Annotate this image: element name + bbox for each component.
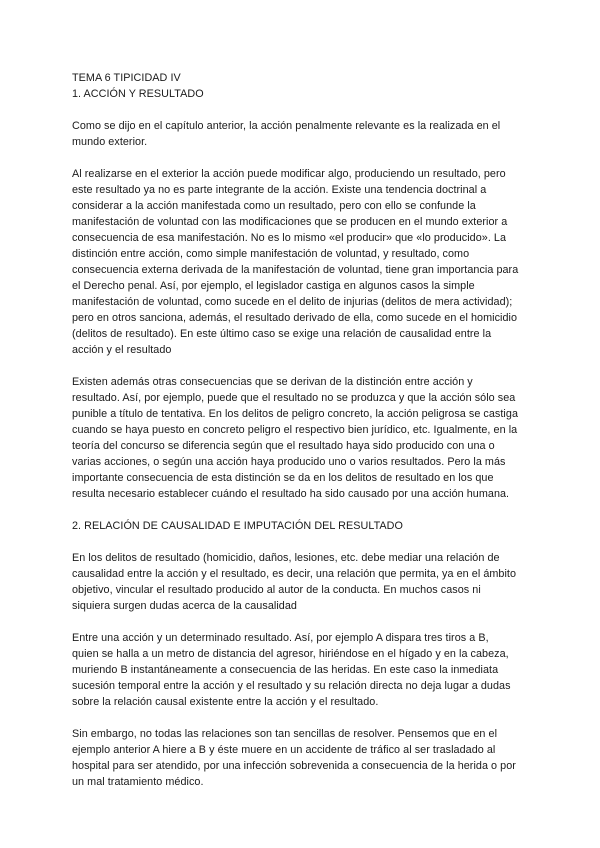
text-line: Al realizarse en el exterior la acción puede modificar algo, produciendo un resultado, pero — [72, 168, 506, 180]
text-line: importante consecuencia de esta distinción se da en los delitos de resultado en los que — [72, 472, 494, 484]
text-line: un mal tratamiento médico. — [72, 776, 204, 788]
paragraph — [72, 374, 532, 502]
text-line: distinción entre acción, como simple manifestación de voluntad, y resultado, como — [72, 248, 470, 260]
paragraph — [72, 166, 532, 358]
document-title: TEMA 6 TIPICIDAD IV — [72, 72, 181, 84]
paragraph — [72, 118, 532, 150]
text-line: muriendo B instantáneamente a consecuencia de las heridas. En este caso la inmediata — [72, 664, 499, 676]
text-line: ejemplo anterior A hiere a B y éste muere en un accidente de tráfico al ser trasladado al — [72, 744, 496, 756]
paragraph — [72, 726, 532, 790]
text-line: varias acciones, o según una acción haya producido uno o varios resultados. Pero la más — [72, 456, 506, 468]
text-line: resulta necesario establecer cuándo el resultado ha sido causado por una acción humana. — [72, 488, 510, 500]
text-line: sucesión temporal entre la acción y el resultado y su relación directa no deja lugar a dudas — [72, 680, 511, 692]
text-line: Como se dijo en el capítulo anterior, la acción penalmente relevante es la realizada en el — [72, 120, 501, 132]
text-line: punible a título de tentativa. En los delitos de peligro concreto, la acción peligrosa se castiga — [72, 408, 518, 420]
text-line: manifestación de voluntad con las modificaciones que se producen en el mundo exterior a — [72, 216, 508, 228]
text-line: el Derecho penal. Así, por ejemplo, el legislador castiga en algunos casos la simple — [72, 280, 475, 292]
text-line: manifestación de voluntad, como sucede en el delito de injurias (delitos de mera actividad); — [72, 296, 513, 308]
text-line: En los delitos de resultado (homicidio, daños, lesiones, etc. debe mediar una relación de — [72, 552, 500, 564]
text-line: Existen además otras consecuencias que se derivan de la distinción entre acción y — [72, 376, 473, 388]
text-line: teoría del concurso se diferencia según que el resultado haya sido producido con una o — [72, 440, 495, 452]
text-line: causalidad entre la acción y el resultado, es decir, una relación que permita, ya en el ámbito — [72, 568, 517, 580]
text-line: pero en otros sanciona, además, el resultado derivado de ella, como sucede en el homicidio — [72, 312, 518, 324]
text-line: cuando se haya puesto en concreto peligro el respectivo bien jurídico, etc. Igualmente, en la — [72, 424, 518, 436]
text-line: quien se halla a un metro de distancia del agresor, hiriéndose en el hígado y en la cabeza, — [72, 648, 509, 660]
paragraph — [72, 630, 532, 710]
paragraph — [72, 550, 532, 614]
text-line: hospital para ser atendido, por una infección sobrevenida a consecuencia de la herida o por — [72, 760, 516, 772]
text-line: consecuencia externa derivada de la manifestación de voluntad, tiene gran importancia para — [72, 264, 519, 276]
text-line: acción y el resultado — [72, 344, 172, 356]
text-line: considerar a la acción manifestada como un resultado, pero con ello se confunde la — [72, 200, 476, 212]
text-line: siquiera surgen dudas acerca de la causalidad — [72, 600, 297, 612]
text-line: consecuencia de esa manifestación. No es lo mismo «el producir» que «lo producido». La — [72, 232, 507, 244]
text-line: este resultado ya no es parte integrante de la acción. Existe una tendencia doctrinal a — [72, 184, 487, 196]
section-2-heading: 2. RELACIÓN DE CAUSALIDAD E IMPUTACIÓN DEL RESULTADO — [72, 520, 403, 532]
text-line: Sin embargo, no todas las relaciones son tan sencillas de resolver. Pensemos que en el — [72, 728, 498, 740]
section-1-heading: 1. ACCIÓN Y RESULTADO — [72, 88, 204, 100]
text-line: resultado. Así, por ejemplo, puede que el resultado no se produzca y que la acción sólo sea — [72, 392, 516, 404]
text-line: sobre la relación causal existente entre la acción y el resultado. — [72, 696, 379, 708]
text-line: (delitos de resultado). En este último caso se exige una relación de causalidad entre la — [72, 328, 492, 340]
document-page — [72, 70, 532, 790]
text-line: objetivo, vincular el resultado producido al autor de la conducta. En muchos casos ni — [72, 584, 481, 596]
text-line: mundo exterior. — [72, 136, 148, 148]
text-line: Entre una acción y un determinado resultado. Así, por ejemplo A dispara tres tiros a B, — [72, 632, 489, 644]
